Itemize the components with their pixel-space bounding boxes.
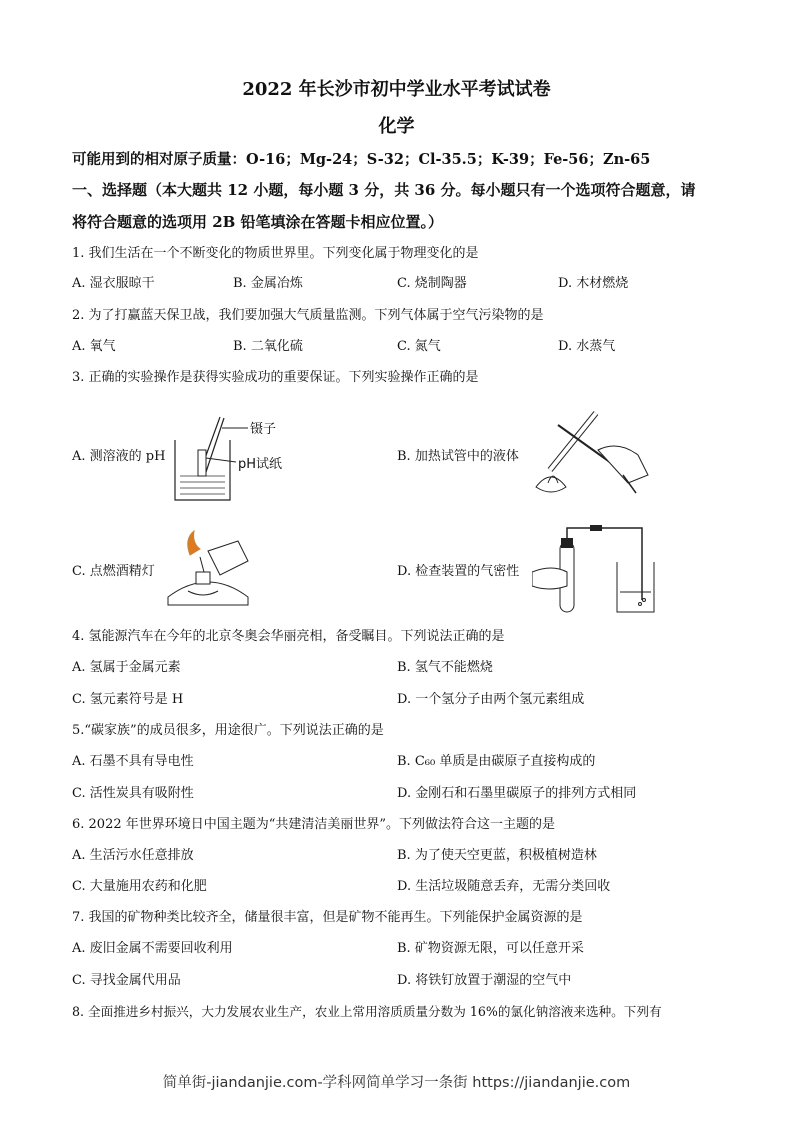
q1-option-b: B. 金属冶炼 xyxy=(233,276,303,291)
q6-option-a: A. 生活污水任意排放 xyxy=(72,848,194,863)
q4-option-a: A. 氢属于金属元素 xyxy=(72,660,181,675)
q5-option-c: C. 活性炭具有吸附性 xyxy=(72,786,194,801)
atomic-masses: 可能用到的相对原子质量：O-16；Mg-24；S-32；Cl-35.5；K-39；Fe-56；Zn-65 xyxy=(72,151,651,168)
section-heading-line2: 将符合题意的选项用 2B 铅笔填涂在答题卡相应位置。） xyxy=(72,213,444,231)
q2-option-c: C. 氮气 xyxy=(397,339,441,354)
q6-option-d: D. 生活垃圾随意丢弃，无需分类回收 xyxy=(397,879,611,894)
q3-option-a: A. 测溶液的 pH xyxy=(72,449,166,464)
q7-option-a: A. 废旧金属不需要回收利用 xyxy=(72,941,233,956)
question-6-stem: 6. 2022 年世界环境日中国主题为“共建清洁美丽世界”。下列做法符合这一主题的是 xyxy=(72,817,556,832)
question-3-stem: 3. 正确的实验操作是获得实验成功的重要保证。下列实验操作正确的是 xyxy=(72,370,479,385)
lighting-alcohol-lamp-figure xyxy=(158,527,258,615)
q6-option-b: B. 为了使天空更蓝，积极植树造林 xyxy=(397,848,597,863)
q3-option-d: D. 检查装置的气密性 xyxy=(397,564,520,579)
q1-option-d: D. 木材燃烧 xyxy=(558,276,629,291)
question-7-stem: 7. 我国的矿物种类比较齐全，储量很丰富，但是矿物不能再生。下列能保护金属资源的是 xyxy=(72,910,583,925)
question-1-stem: 1. 我们生活在一个不断变化的物质世界里。下列变化属于物理变化的是 xyxy=(72,246,479,261)
q2-option-b: B. 二氧化硫 xyxy=(233,339,303,354)
question-4-stem: 4. 氢能源汽车在今年的北京冬奥会华丽亮相，备受瞩目。下列说法正确的是 xyxy=(72,629,505,644)
q4-option-b: B. 氢气不能燃烧 xyxy=(397,660,493,675)
airtightness-check-figure xyxy=(532,522,662,617)
q4-option-d: D. 一个氢分子由两个氢元素组成 xyxy=(397,692,585,707)
q1-option-a: A. 湿衣服晾干 xyxy=(72,276,155,291)
q2-option-d: D. 水蒸气 xyxy=(558,339,616,354)
section-heading-line1: 一、选择题（本大题共 12 小题，每小题 3 分，共 36 分。每小题只有一个选项符合题意，请 xyxy=(72,181,696,199)
q7-option-b: B. 矿物资源无限，可以任意开采 xyxy=(397,941,584,956)
q7-option-c: C. 寻找金属代用品 xyxy=(72,973,181,988)
heating-liquid-figure xyxy=(528,405,658,505)
question-8-stem: 8. 全面推进乡村振兴，大力发展农业生产，农业上常用溶质质量分数为 16%的氯化钠溶液来选种。下列有 xyxy=(72,1004,662,1019)
ph-paper-label: pH试纸 xyxy=(238,457,283,472)
q7-option-d: D. 将铁钉放置于潮湿的空气中 xyxy=(397,973,572,988)
tweezers-label: 镊子 xyxy=(250,422,277,437)
q6-option-c: C. 大量施用农药和化肥 xyxy=(72,879,207,894)
q1-option-c: C. 烧制陶器 xyxy=(397,276,467,291)
page-footer: 简单街-jiandanjie.com-学科网简单学习一条街 https://jiandanjie.com xyxy=(162,1075,631,1091)
question-2-stem: 2. 为了打赢蓝天保卫战，我们要加强大气质量监测。下列气体属于空气污染物的是 xyxy=(72,308,544,323)
q3-option-b: B. 加热试管中的液体 xyxy=(397,449,519,464)
question-5-stem: 5.“碳家族”的成员很多，用途很广。下列说法正确的是 xyxy=(72,723,384,738)
q5-option-b: B. C₆₀ 单质是由碳原子直接构成的 xyxy=(397,754,596,769)
q5-option-d: D. 金刚石和石墨里碳原子的排列方式相同 xyxy=(397,786,637,801)
subject-title: 化学 xyxy=(378,116,415,137)
q3-option-c: C. 点燃酒精灯 xyxy=(72,564,155,579)
q2-option-a: A. 氧气 xyxy=(72,339,116,354)
q5-option-a: A. 石墨不具有导电性 xyxy=(72,754,194,769)
exam-title: 2022 年长沙市初中学业水平考试试卷 xyxy=(242,79,551,100)
q4-option-c: C. 氢元素符号是 H xyxy=(72,692,184,707)
